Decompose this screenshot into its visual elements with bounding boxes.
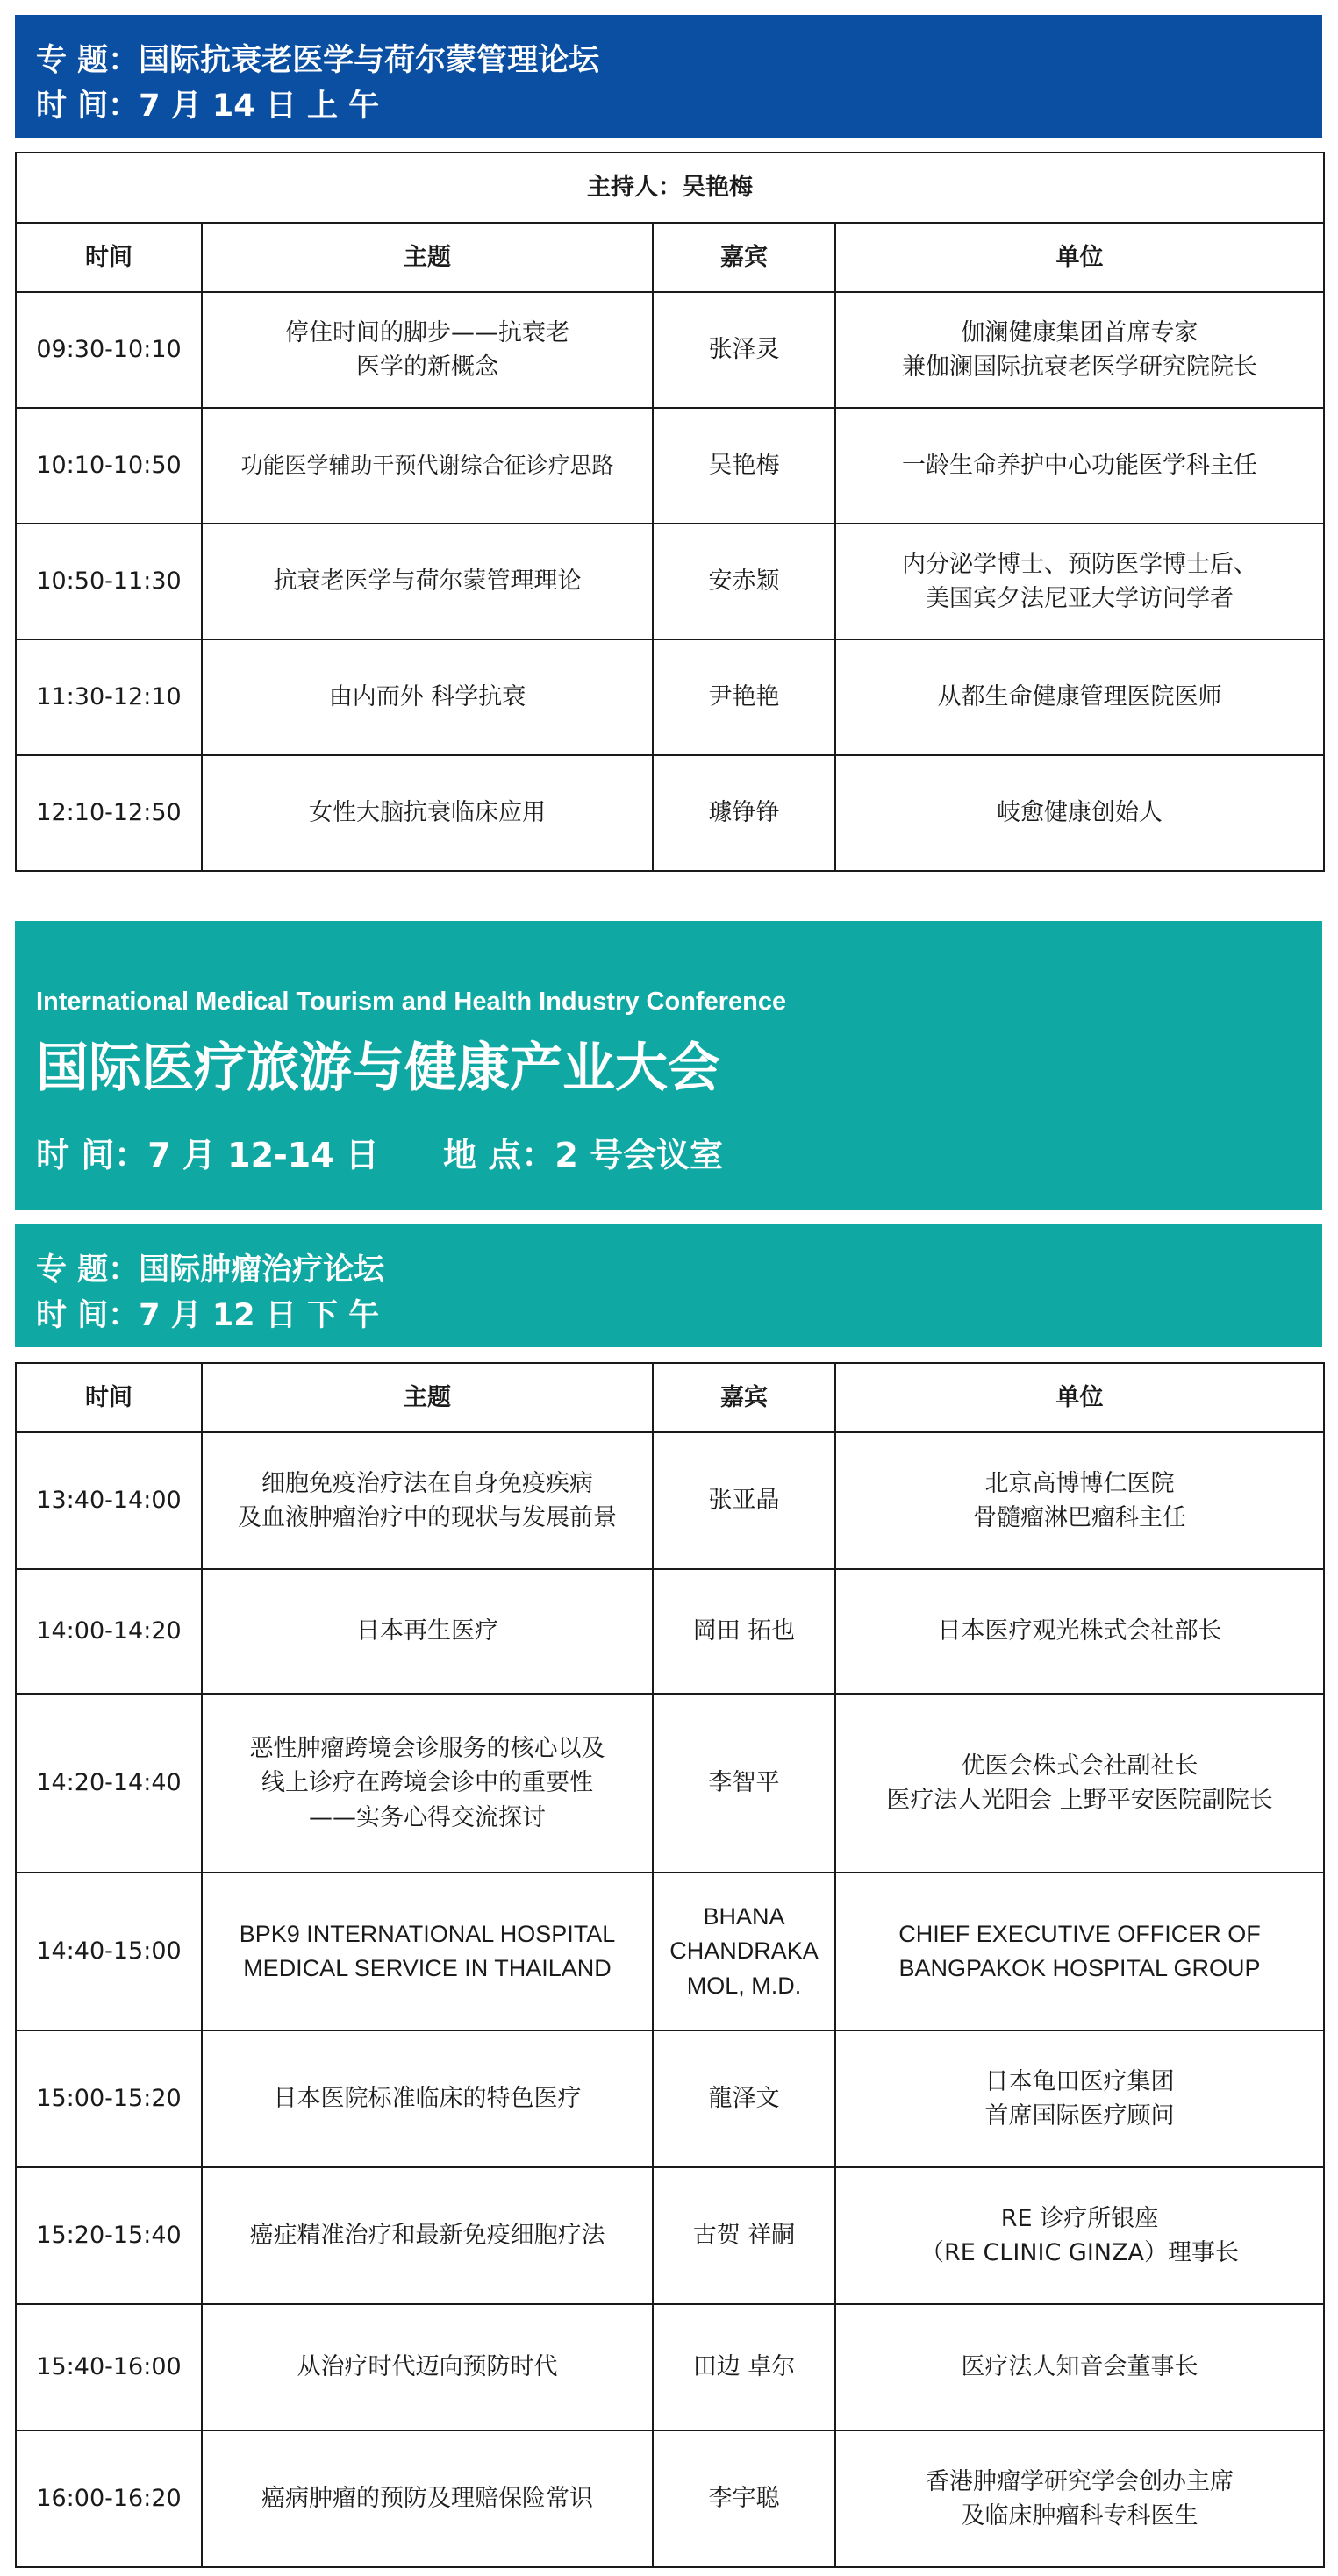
session1-time: 时 间：7 月 14 日 上 午 [36,89,380,124]
session1-topic: 专 题：国际抗衰老医学与荷尔蒙管理论坛 [36,43,600,78]
conference-meta [36,1128,776,1176]
row-unit: 伽澜健康集团首席专家 兼伽澜国际抗衰老医学研究院院长 [835,292,1324,408]
row-topic: 恶性肿瘤跨境会诊服务的核心以及 线上诊疗在跨境会诊中的重要性 ——实务心得交流探讨 [202,1694,653,1873]
row-topic: 癌症精准治疗和最新免疫细胞疗法 [202,2167,653,2304]
row-topic: 从治疗时代迈向预防时代 [202,2304,653,2430]
session1-banner [15,15,1322,138]
row-unit: 内分泌学博士、预防医学博士后、 美国宾夕法尼亚大学访问学者 [835,524,1324,639]
row-topic: 抗衰老医学与荷尔蒙管理理论 [202,524,653,639]
row-unit: 香港肿瘤学研究学会创办主席 及临床肿瘤科专科医生 [835,2430,1324,2567]
table-row [16,2304,1324,2430]
row-topic: 功能医学辅助干预代谢综合征诊疗思路 [202,408,653,524]
row-guest: 李智平 [653,1694,835,1873]
conference-title-zh: 国际医疗旅游与健康产业大会 [36,1038,720,1099]
row-time: 16:00-16:20 [16,2430,202,2567]
conference-time: 时 间：7 月 12-14 日 [36,1136,379,1174]
header-guest: 嘉宾 [653,223,835,292]
header-unit: 单位 [835,1363,1324,1432]
session2-banner [15,1224,1322,1347]
row-guest: 田边 卓尔 [653,2304,835,2430]
row-time: 15:20-15:40 [16,2167,202,2304]
row-guest: 吴艳梅 [653,408,835,524]
row-guest: 龍泽文 [653,2030,835,2167]
row-unit: 优医会株式会社副社长 医疗法人光阳会 上野平安医院副院长 [835,1694,1324,1873]
row-time: 09:30-10:10 [16,292,202,408]
row-topic: 癌病肿瘤的预防及理赔保险常识 [202,2430,653,2567]
row-unit: 日本龟田医疗集团 首席国际医疗顾问 [835,2030,1324,2167]
session2-schedule-table [15,1362,1325,2568]
row-guest: 张泽灵 [653,292,835,408]
table-row [16,639,1324,755]
row-guest: 璩铮铮 [653,755,835,871]
row-unit: 岐愈健康创始人 [835,755,1324,871]
row-topic: 细胞免疫治疗法在自身免疫疾病 及血液肿瘤治疗中的现状与发展前景 [202,1432,653,1569]
row-unit: 医疗法人知音会董事长 [835,2304,1324,2430]
row-time: 14:00-14:20 [16,1569,202,1694]
row-time: 10:10-10:50 [16,408,202,524]
row-unit: 从都生命健康管理医院医师 [835,639,1324,755]
session1-host: 主持人：吴艳梅 [16,153,1324,223]
row-unit: 北京高博博仁医院 骨髓瘤淋巴瘤科主任 [835,1432,1324,1569]
row-guest: 岡田 拓也 [653,1569,835,1694]
table-header-row [16,223,1324,292]
header-topic: 主题 [202,1363,653,1432]
header-time: 时间 [16,1363,202,1432]
table-row [16,2030,1324,2167]
row-unit: CHIEF EXECUTIVE OFFICER OF BANGPAKOK HOSPITAL GROUP [835,1873,1324,2030]
table-row [16,408,1324,524]
row-guest: 安赤颖 [653,524,835,639]
session1-schedule-table [15,152,1325,872]
header-guest: 嘉宾 [653,1363,835,1432]
row-topic: 女性大脑抗衰临床应用 [202,755,653,871]
session2-topic: 专 题：国际肿瘤治疗论坛 [36,1252,385,1288]
row-guest: 张亚晶 [653,1432,835,1569]
row-time: 12:10-12:50 [16,755,202,871]
table-row [16,755,1324,871]
row-time: 14:20-14:40 [16,1694,202,1873]
row-time: 14:40-15:00 [16,1873,202,2030]
row-topic: 日本医院标准临床的特色医疗 [202,2030,653,2167]
table-row [16,1569,1324,1694]
header-unit: 单位 [835,223,1324,292]
row-time: 10:50-11:30 [16,524,202,639]
row-guest: 李宇聪 [653,2430,835,2567]
row-unit: 一龄生命养护中心功能医学科主任 [835,408,1324,524]
table-row [16,1694,1324,1873]
header-topic: 主题 [202,223,653,292]
row-time: 13:40-14:00 [16,1432,202,1569]
row-topic: 日本再生医疗 [202,1569,653,1694]
conference-title-en: International Medical Tourism and Health Industry Conference [36,988,787,1016]
table-header-row [16,1363,1324,1432]
row-unit: 日本医疗观光株式会社部长 [835,1569,1324,1694]
table-row [16,2430,1324,2567]
row-guest: 古贺 祥嗣 [653,2167,835,2304]
row-topic: 由内而外 科学抗衰 [202,639,653,755]
table-row [16,2167,1324,2304]
row-time: 15:00-15:20 [16,2030,202,2167]
table-row [16,1873,1324,2030]
row-topic: 停住时间的脚步——抗衰老 医学的新概念 [202,292,653,408]
row-unit: RE 诊疗所银座 （RE CLINIC GINZA）理事长 [835,2167,1324,2304]
header-time: 时间 [16,223,202,292]
conference-place: 地 点：2 号会议室 [443,1136,724,1174]
conference-banner [15,921,1322,1210]
table-row [16,292,1324,408]
row-guest: BHANA CHANDRAKA MOL, M.D. [653,1873,835,2030]
table-row [16,524,1324,639]
table-row [16,1432,1324,1569]
row-guest: 尹艳艳 [653,639,835,755]
row-topic: BPK9 INTERNATIONAL HOSPITAL MEDICAL SERVICE IN THAILAND [202,1873,653,2030]
session2-time: 时 间：7 月 12 日 下 午 [36,1298,380,1333]
row-time: 11:30-12:10 [16,639,202,755]
row-time: 15:40-16:00 [16,2304,202,2430]
